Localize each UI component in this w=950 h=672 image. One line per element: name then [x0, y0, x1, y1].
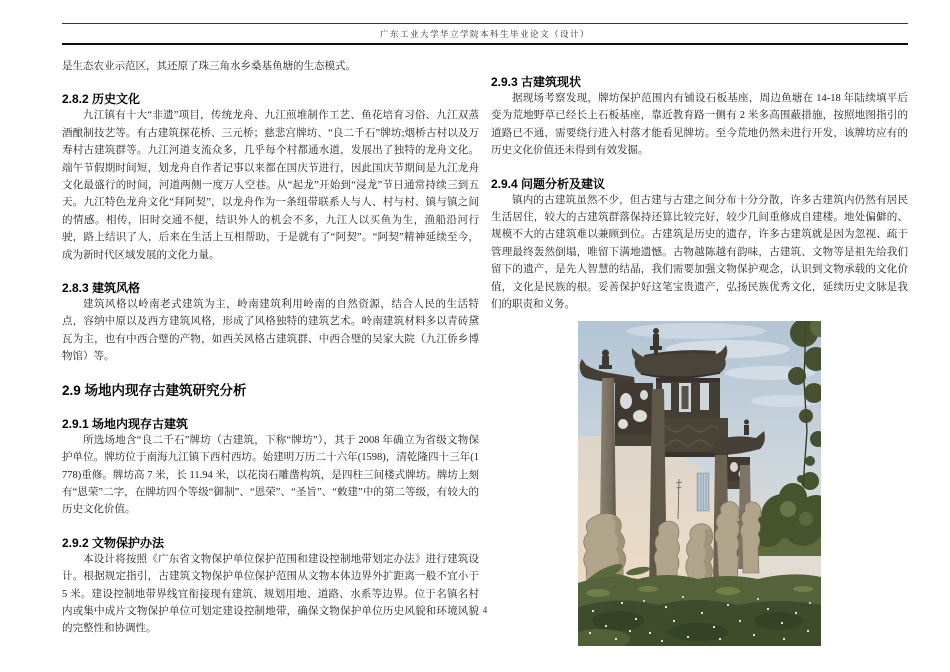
header-bottom-rule	[62, 43, 908, 45]
paragraph-eco-intro: 是生态农业示范区，其还原了珠三角水乡桑基鱼塘的生态模式。	[62, 61, 356, 72]
paragraph-existing-buildings: 所选场地含“良二千石”牌坊（古建筑，下称“牌坊”），其于 2008 年确立为省级文物保护单位。牌坊位于南海九江镇下西村西坊。始建明万历二十六年(1598)，清乾隆四十三年(1778)重修。牌坊高 7 米，长 11.94 米，以花岗石雕凿构筑，是四柱三间楼式牌坊。牌坊上刻有“恩荣”二字，在牌坊四个等级“御制”、“恩荣”、“圣旨”、“敕建”中的第二等级，有较大的历史文化价值。	[62, 434, 479, 516]
paifang-photo-illustration	[578, 321, 821, 646]
paragraph-issues-suggestions: 镇内的古建筑虽然不少，但古建与古建之间分布十分分散，许多古建筑内仍然有居民生活居住，较大的古建筑群落保持还算比较完好，较少几间重修成自建楼。地处偏僻的、规模不大的古建筑难以兼顾到位。古建筑是历史的遗存，许多古建筑就是因为忽视、疏于管理最终轰然倒塌，唯留下满地遗憾。古物越陈越有韵味，古建筑、文物等是祖先给我们留下的遗产，是先人智慧的结晶，我们需要加强文物保护观念，认识到文物承载的文化价值，文化是民族的根。妥善保护好这笔宝贵遗产，弘扬民族优秀文化，延续历史文脉是我们的职责和义务。	[491, 194, 908, 311]
page-header-title: 广东工业大学华立学院本科生毕业论文（设计）	[379, 29, 590, 39]
header-top-rule	[62, 23, 908, 24]
slab-right-outer	[740, 502, 760, 573]
heading-2-9-research-analysis: 2.9 场地内现存古建筑研究分析	[62, 382, 247, 398]
heading-2-8-3-architecture-style: 2.8.3 建筑风格	[62, 281, 141, 296]
paragraph-protection-measures: 本设计将按照《广东省文物保护单位保护范围和建设控制地带划定办法》进行建筑设计。根据规定指引，古建筑文物保护单位保护范围从文物本体边界外扩距离一般不宜小于 5 米。建设控制地带界线宜衔接现有建筑、规划用地、道路、水系等边界。位于名镇名村内或集中成片文物保护单位可划定建设控制地带，确保文物保护单位历史风貌和环境风貌的完整性和协调性。	[62, 553, 479, 635]
left-carved-panel	[615, 383, 653, 446]
paragraph-history-culture: 九江镇有十大“非遗”项目，传统龙舟、九江煎堆制作工艺、鱼花培育习俗、九江双蒸酒酿制技艺等。有古建筑探花桥、三元桥；慈悲宫牌坊、“良二千石”牌坊;烟桥古村以及万寿村古建筑群等。九江河道支流众多，几乎每个村都通水道，发展出了独特的龙舟文化。端午节假期时间短，划龙舟自作者记事以来都在国庆节进行，因此国庆节期间是九江龙舟文化最盛行的时间，河道两侧一度万人空巷。从“起龙”开始到“浸龙”节日通常持续三到五天。九江特色龙舟文化“拜阿契”，以龙舟作为一条纽带联系人与人、村与村、镇与镇之间的情感。相传，旧时交通不便，结识外人的机会不多，九江人以买鱼为生，渔船沿河行驶，路上结识了人，后来在生活上互相帮助，于是就有了“阿契”。“阿契”精神延续至今，成为新时代区域发展的文化力量。	[62, 110, 479, 261]
paragraph-current-status: 据现场考察发现，牌坊保护范围内有铺设石板基座，周边鱼塘在 14-18 年陆续填平后变为荒地野草已经长上石板基座，靠近教育路一侧有 2 米多高围蔽措施，按照地图指引的道路已不通，需要绕行进入村落才能看见牌坊。至今荒地仍然未进行开发，该牌坊应有的历史文化价值还未得到有效发掘。	[491, 93, 908, 157]
heading-2-8-2-history-culture: 2.8.2 历史文化	[62, 92, 141, 107]
heading-2-9-3-current-status: 2.9.3 古建筑现状	[491, 75, 582, 89]
attic-band	[656, 378, 720, 418]
heading-2-9-1-existing-buildings: 2.9.1 场地内现存古建筑	[62, 416, 189, 431]
background-tower	[697, 473, 709, 511]
paragraph-architecture-style: 建筑风格以岭南老式建筑为主，岭南建筑利用岭南的自然资源，结合人民的生活特点，容纳中原以及西方建筑风格，形成了风格独特的建筑艺术。岭南建筑材料多以青砖黛瓦为主，也有中西合璧的产物，如西关风格古建筑群、中西合璧的吴家大院（九江侨乡博物馆）等。	[62, 299, 479, 363]
heading-2-9-2-protection-measures: 2.9.2 文物保护办法	[62, 535, 165, 550]
page-number: 4	[482, 605, 488, 615]
right-column	[491, 58, 908, 646]
heading-2-9-4-issues-suggestions: 2.9.4 问题分析及建议	[491, 176, 606, 191]
paifang-photo	[578, 321, 821, 646]
left-column	[62, 58, 479, 638]
